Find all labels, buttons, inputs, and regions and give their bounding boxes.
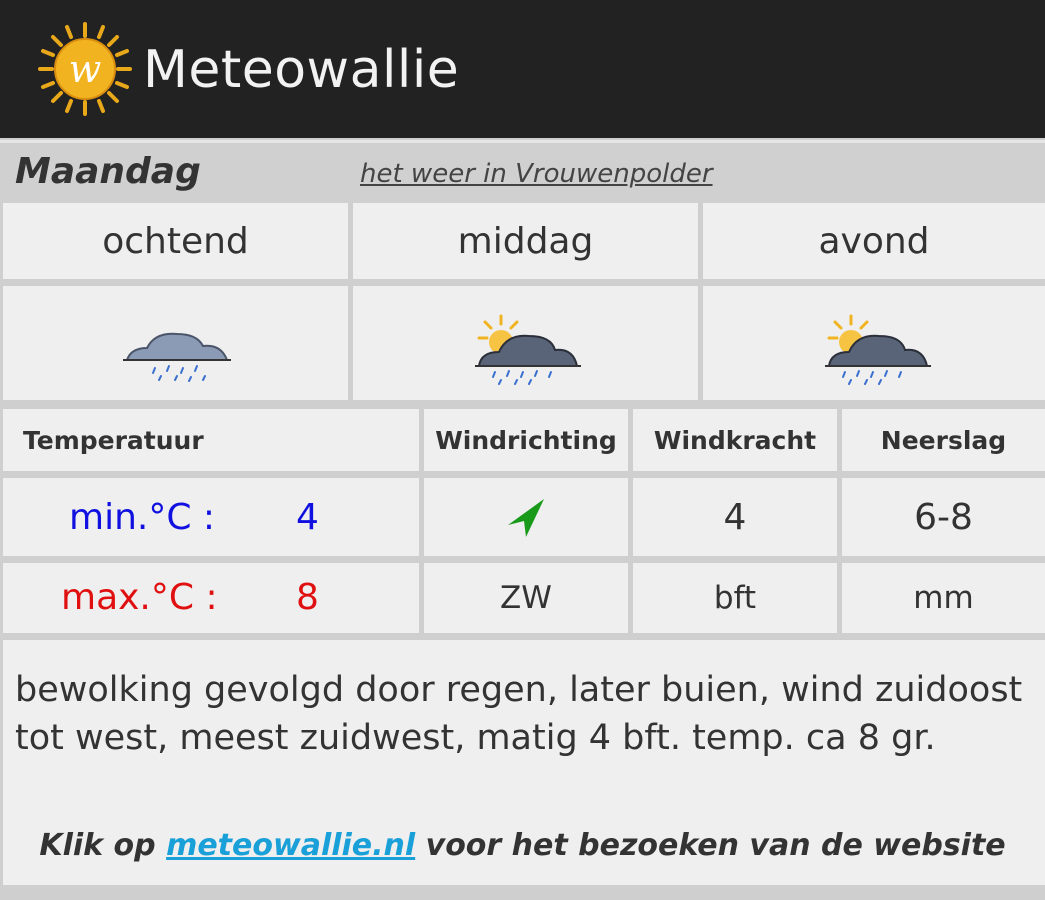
sun-rain-cloud-icon <box>821 310 933 386</box>
period-morning <box>3 203 348 279</box>
min-temp-cell <box>3 478 419 556</box>
sun-w-logo-icon[interactable] <box>38 22 132 116</box>
sun-rain-cloud-icon <box>471 310 583 386</box>
footer-suffix: voor het bezoeken van de website <box>425 828 1006 863</box>
weather-cell-morning <box>3 286 348 400</box>
website-link[interactable]: meteowallie.nl <box>166 828 416 863</box>
wind-force-unit: bft <box>633 563 837 633</box>
wind-direction-value: ZW <box>424 563 628 633</box>
header-temperature: Temperatuur <box>3 409 419 471</box>
period-evening <box>703 203 1045 279</box>
location-link[interactable]: het weer in Vrouwenpolder <box>360 159 713 189</box>
footer-prefix: Klik op <box>39 828 156 863</box>
rain-cloud-icon <box>121 326 233 382</box>
precipitation-unit: mm <box>842 563 1045 633</box>
period-label: avond <box>818 220 930 262</box>
period-label: middag <box>457 220 594 262</box>
header-precipitation: Neerslag <box>842 409 1045 471</box>
weather-cell-afternoon <box>353 286 698 400</box>
day-title: Maandag <box>15 151 201 192</box>
header-wind-direction: Windrichting <box>424 409 628 471</box>
svg-text:w: w <box>68 47 102 91</box>
wind-direction-icon-cell <box>424 478 628 556</box>
header-wind-force: Windkracht <box>633 409 837 471</box>
max-temp-cell <box>3 563 419 633</box>
period-afternoon <box>353 203 698 279</box>
forecast-description: bewolking gevolgd door regen, later buien, wind zuidoost tot west, meest zuidwest, matig 4 bft. temp. ca 8 gr. <box>15 670 1023 758</box>
wind-force-value: 4 <box>633 478 837 556</box>
max-temp-label: max.°C : <box>61 577 218 618</box>
app-bar <box>0 0 1045 138</box>
precipitation-value: 6-8 <box>842 478 1045 556</box>
weather-cell-evening <box>703 286 1045 400</box>
max-temp-value: 8 <box>296 577 319 618</box>
app-title: Meteowallie <box>143 40 460 100</box>
footer-text <box>0 828 1045 863</box>
wind-arrow-icon <box>504 495 548 539</box>
period-label: ochtend <box>102 220 249 262</box>
min-temp-label: min.°C : <box>69 497 216 538</box>
day-header <box>0 140 1045 203</box>
min-temp-value: 4 <box>296 497 319 538</box>
